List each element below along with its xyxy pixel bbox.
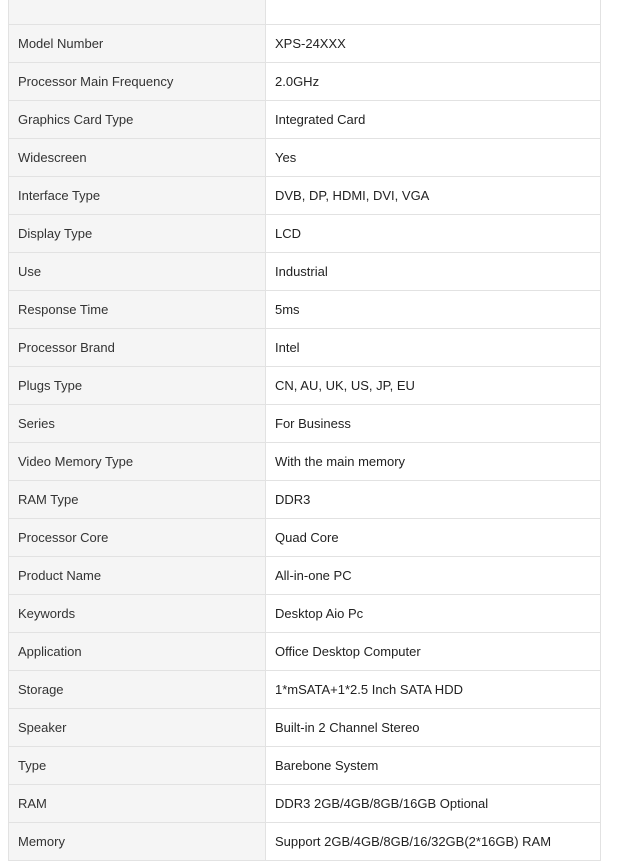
spec-table-container: [8, 0, 601, 861]
spec-label: Type: [9, 747, 266, 785]
spec-label: Series: [9, 405, 266, 443]
spec-value: All-in-one PC: [266, 557, 601, 595]
spec-value: Barebone System: [266, 747, 601, 785]
spec-label: Processor Brand: [9, 329, 266, 367]
spec-label: Video Memory Type: [9, 443, 266, 481]
spec-label: [9, 0, 266, 25]
spec-value: DVB, DP, HDMI, DVI, VGA: [266, 177, 601, 215]
spec-label: Processor Main Frequency: [9, 63, 266, 101]
spec-value: Yes: [266, 139, 601, 177]
spec-row: [9, 443, 601, 481]
spec-label: Interface Type: [9, 177, 266, 215]
spec-row: [9, 595, 601, 633]
spec-label: Widescreen: [9, 139, 266, 177]
spec-label: Storage: [9, 671, 266, 709]
spec-label: Processor Core: [9, 519, 266, 557]
spec-value: 1*mSATA+1*2.5 Inch SATA HDD: [266, 671, 601, 709]
spec-row: [9, 177, 601, 215]
spec-value: Industrial: [266, 253, 601, 291]
spec-row: [9, 709, 601, 747]
spec-row: [9, 557, 601, 595]
spec-row: [9, 291, 601, 329]
spec-value: With the main memory: [266, 443, 601, 481]
spec-value: 2.0GHz: [266, 63, 601, 101]
spec-value: Support 2GB/4GB/8GB/16/32GB(2*16GB) RAM: [266, 823, 601, 861]
spec-row: [9, 785, 601, 823]
spec-value: Office Desktop Computer: [266, 633, 601, 671]
spec-row: [9, 367, 601, 405]
spec-label: RAM Type: [9, 481, 266, 519]
spec-row: [9, 329, 601, 367]
spec-label: Response Time: [9, 291, 266, 329]
spec-value: Integrated Card: [266, 101, 601, 139]
spec-row: [9, 63, 601, 101]
spec-row: [9, 215, 601, 253]
spec-label: Use: [9, 253, 266, 291]
spec-label: Graphics Card Type: [9, 101, 266, 139]
spec-value: Quad Core: [266, 519, 601, 557]
spec-value: Built-in 2 Channel Stereo: [266, 709, 601, 747]
spec-row: [9, 25, 601, 63]
spec-value: 5ms: [266, 291, 601, 329]
spec-value: Desktop Aio Pc: [266, 595, 601, 633]
spec-row: [9, 671, 601, 709]
spec-row: [9, 633, 601, 671]
spec-label: Display Type: [9, 215, 266, 253]
spec-row: [9, 253, 601, 291]
spec-label: Model Number: [9, 25, 266, 63]
spec-row: [9, 139, 601, 177]
spec-value: DDR3: [266, 481, 601, 519]
spec-value: For Business: [266, 405, 601, 443]
spec-row: [9, 0, 601, 25]
spec-value: DDR3 2GB/4GB/8GB/16GB Optional: [266, 785, 601, 823]
spec-row: [9, 519, 601, 557]
spec-value: [266, 0, 601, 25]
spec-value: Intel: [266, 329, 601, 367]
spec-label: Keywords: [9, 595, 266, 633]
spec-value: CN, AU, UK, US, JP, EU: [266, 367, 601, 405]
spec-value: XPS-24XXX: [266, 25, 601, 63]
spec-row: [9, 823, 601, 861]
spec-value: LCD: [266, 215, 601, 253]
spec-row: [9, 101, 601, 139]
spec-label: Speaker: [9, 709, 266, 747]
spec-row: [9, 747, 601, 785]
spec-row: [9, 405, 601, 443]
spec-table: [8, 0, 601, 861]
spec-label: Plugs Type: [9, 367, 266, 405]
spec-label: Application: [9, 633, 266, 671]
spec-label: Product Name: [9, 557, 266, 595]
spec-label: Memory: [9, 823, 266, 861]
spec-row: [9, 481, 601, 519]
spec-table-body: [9, 0, 601, 861]
spec-label: RAM: [9, 785, 266, 823]
